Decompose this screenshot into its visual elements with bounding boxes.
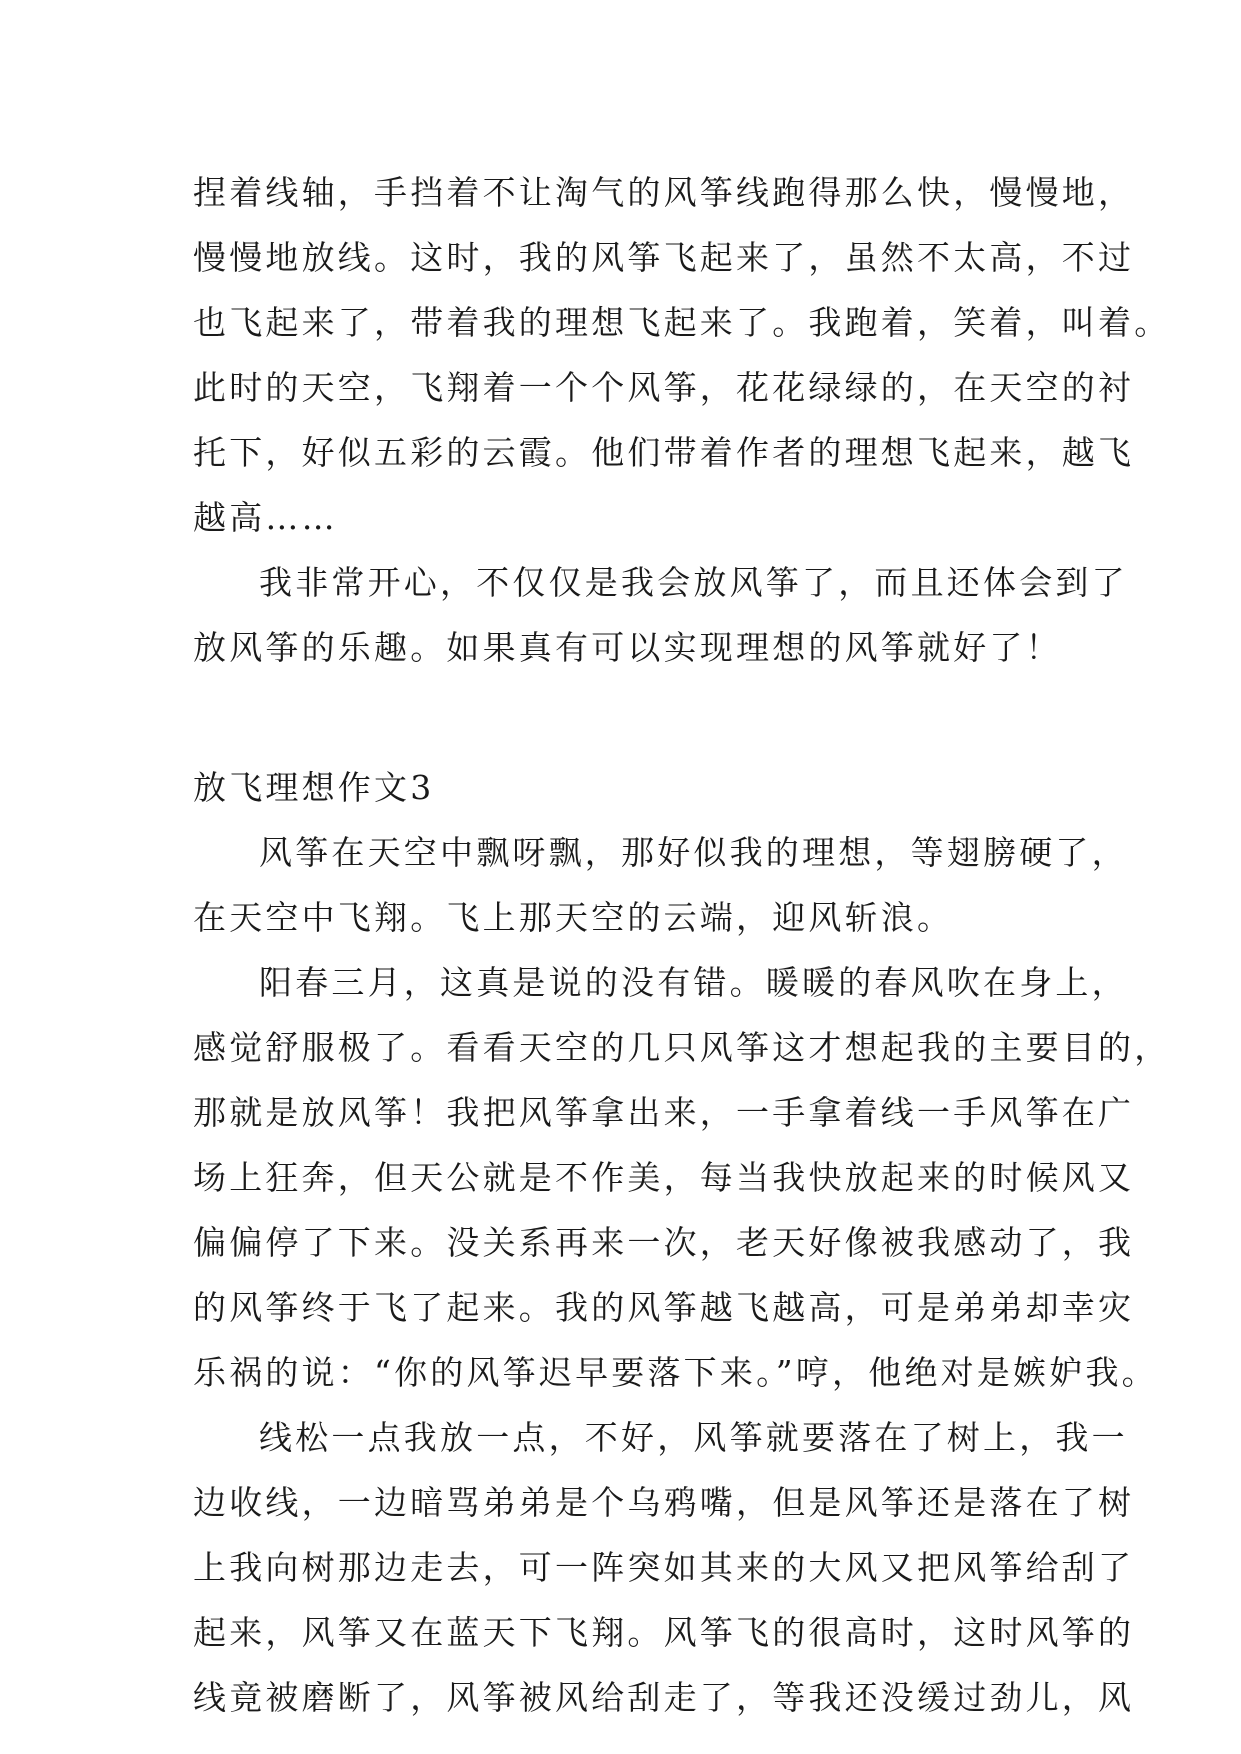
text-line: 场上狂奔，但天公就是不作美，每当我快放起来的时候风又: [193, 1158, 1135, 1197]
text-line: 偏偏停了下来。没关系再来一次，老天好像被我感动了，我: [193, 1223, 1135, 1262]
text-line: 在天空中飞翔。飞上那天空的云端，迎风斩浪。: [193, 898, 954, 937]
text-line: 慢慢地放线。这时，我的风筝飞起来了，虽然不太高，不过: [193, 238, 1135, 277]
text-line: 乐祸的说：“你的风筝迟早要落下来。”哼，他绝对是嫉妒我。: [193, 1353, 1158, 1392]
text-line: 边收线，一边暗骂弟弟是个乌鸦嘴，但是风筝还是落在了树: [193, 1483, 1135, 1522]
paragraph-continuation: [193, 160, 1171, 550]
text-line: 阳春三月，这真是说的没有错。暖暖的春风吹在身上，: [259, 963, 1128, 1002]
section-title: 放飞理想作文3: [193, 768, 435, 807]
text-line: 线竟被磨断了，风筝被风给刮走了，等我还没缓过劲儿，风: [193, 1678, 1135, 1717]
text-line: 也飞起来了，带着我的理想飞起来了。我跑着，笑着，叫着。: [193, 303, 1171, 342]
text-line: 放风筝的乐趣。如果真有可以实现理想的风筝就好了！: [193, 628, 1062, 667]
text-line: 线松一点我放一点，不好，风筝就要落在了树上，我一: [259, 1418, 1128, 1457]
text-line: 风筝在天空中飘呀飘，那好似我的理想，等翅膀硬了，: [259, 833, 1128, 872]
text-line: 越高……: [193, 498, 338, 537]
text-line: 的风筝终于飞了起来。我的风筝越飞越高，可是弟弟却幸灾: [193, 1288, 1135, 1327]
paragraph: [193, 550, 1128, 680]
paragraph: [193, 1405, 1135, 1730]
text-line: 起来，风筝又在蓝天下飞翔。风筝飞的很高时，这时风筝的: [193, 1613, 1135, 1652]
section-spacer: [193, 680, 1053, 755]
text-line: 感觉舒服极了。看看天空的几只风筝这才想起我的主要目的，: [193, 1028, 1171, 1067]
text-line: 托下，好似五彩的云霞。他们带着作者的理想飞起来，越飞: [193, 433, 1135, 472]
paragraph: [193, 950, 1171, 1405]
paragraph: [193, 820, 1128, 950]
text-line: 上我向树那边走去，可一阵突如其来的大风又把风筝给刮了: [193, 1548, 1135, 1587]
text-line: 此时的天空，飞翔着一个个风筝，花花绿绿的，在天空的衬: [193, 368, 1135, 407]
document-page: [193, 160, 1171, 1730]
text-line: 那就是放风筝！我把风筝拿出来，一手拿着线一手风筝在广: [193, 1093, 1135, 1132]
text-line: 我非常开心，不仅仅是我会放风筝了，而且还体会到了: [259, 563, 1128, 602]
text-line: 捏着线轴，手挡着不让淘气的风筝线跑得那么快，慢慢地，: [193, 173, 1135, 212]
